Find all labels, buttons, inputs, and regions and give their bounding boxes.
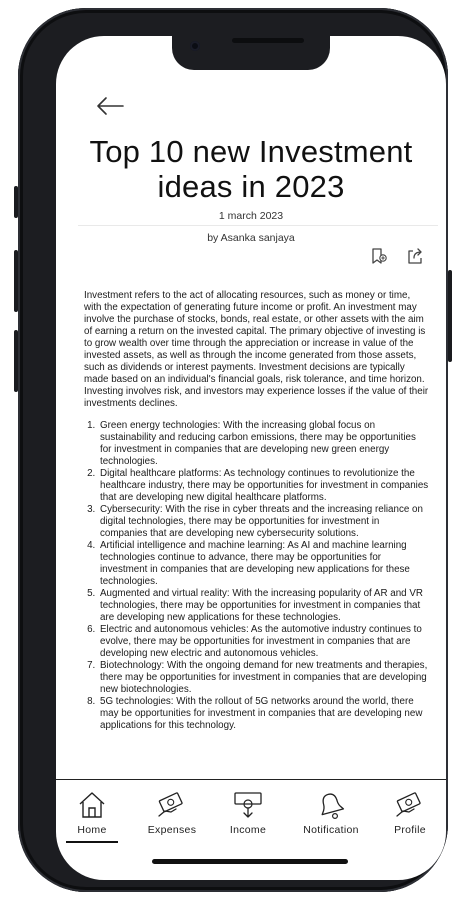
camera-icon	[190, 41, 200, 51]
divider	[78, 225, 438, 226]
app-screen	[56, 36, 446, 880]
list-item: 3. Cybersecurity: With the rise in cyber threats and the increasing reliance on digital technologies, there may be opportunities for investment in companies that are developing new cybersecurity solutions.	[98, 504, 429, 540]
list-item: 1. Green energy technologies: With the increasing global focus on sustainability and reducing carbon emissions, there may be opportunities for investment in companies that are developing new green energy technologies.	[98, 420, 429, 468]
nav-item-income[interactable]	[216, 780, 280, 846]
power-button	[448, 270, 452, 362]
mute-switch	[14, 186, 18, 218]
home-indicator[interactable]	[152, 859, 348, 864]
profile-icon	[394, 790, 426, 820]
bell-icon	[316, 790, 346, 820]
nav-label: Expenses	[147, 824, 197, 836]
article-date: 1 march 2023	[218, 210, 284, 222]
phone-frame	[18, 8, 448, 892]
back-button[interactable]	[94, 94, 126, 118]
ideas-list	[84, 420, 429, 732]
bottom-nav	[56, 780, 446, 846]
speaker-grille	[232, 38, 304, 43]
list-item: 2. Digital healthcare platforms: As technology continues to revolutionize the healthcare industry, there may be opportunities for investment in companies that are developing new digital healthcare platforms.	[98, 468, 429, 504]
nav-label: Home	[77, 824, 107, 836]
list-item: 8. 5G technologies: With the rollout of 5G networks around the world, there may be opportunities for investment in companies that are developing new applications for this technology.	[98, 696, 429, 732]
nav-label: Notification	[303, 824, 359, 836]
list-item: 7. Biotechnology: With the ongoing demand for new treatments and therapies, there may be opportunities for investment in companies that are developing new biotechnologies.	[98, 660, 429, 696]
nav-item-notification[interactable]	[294, 780, 368, 846]
home-icon	[77, 790, 107, 820]
volume-up-button	[14, 250, 18, 312]
volume-down-button	[14, 330, 18, 392]
nav-item-expenses[interactable]	[140, 780, 204, 846]
list-item: 5. Augmented and virtual reality: With the increasing popularity of AR and VR technologies, there may be opportunities for investment in companies that are developing new applications for these technologies.	[98, 588, 429, 624]
nav-label: Income	[229, 824, 267, 836]
nav-item-profile[interactable]	[378, 780, 442, 846]
nav-item-home[interactable]	[60, 780, 124, 846]
share-icon	[406, 247, 424, 265]
notch	[172, 36, 330, 70]
list-item: 6. Electric and autonomous vehicles: As the automotive industry continues to evolve, there may be opportunities for investment in companies that are developing new electric and autonomous vehicles.	[98, 624, 429, 660]
bookmark-add-icon	[370, 247, 388, 265]
income-icon	[232, 790, 264, 820]
active-indicator	[66, 841, 118, 843]
list-item: 4. Artificial intelligence and machine learning: As AI and machine learning technologies continue to advance, there may be opportunities for investment in companies that are developing new applications for these technologies.	[98, 540, 429, 588]
article-title: Top 10 new Investment ideas in 2023	[89, 134, 413, 204]
nav-label: Profile	[394, 824, 426, 836]
expenses-icon	[156, 790, 188, 820]
arrow-left-icon	[94, 94, 126, 118]
article-author: by Asanka sanjaya	[207, 232, 295, 244]
bookmark-button[interactable]	[370, 247, 388, 265]
share-button[interactable]	[406, 247, 424, 265]
article-intro: Investment refers to the act of allocating resources, such as money or time, with the expectation of generating future income or profit. An investment may involve the purchase of stocks, bonds, real estate, or other assets with the aim of earning a return on the invested capital. The primary objective of investing is to grow wealth over time through the appreciation or increase in value of the invested assets, as well as through the income generated from those assets, such as dividends or interest payments. Investment decisions are typically made based on an individual's financial goals, risk tolerance, and time horizon. Investing involves risk, and investors may experience losses if the value of their investments declines.	[84, 290, 429, 409]
article-body[interactable]	[84, 290, 429, 762]
